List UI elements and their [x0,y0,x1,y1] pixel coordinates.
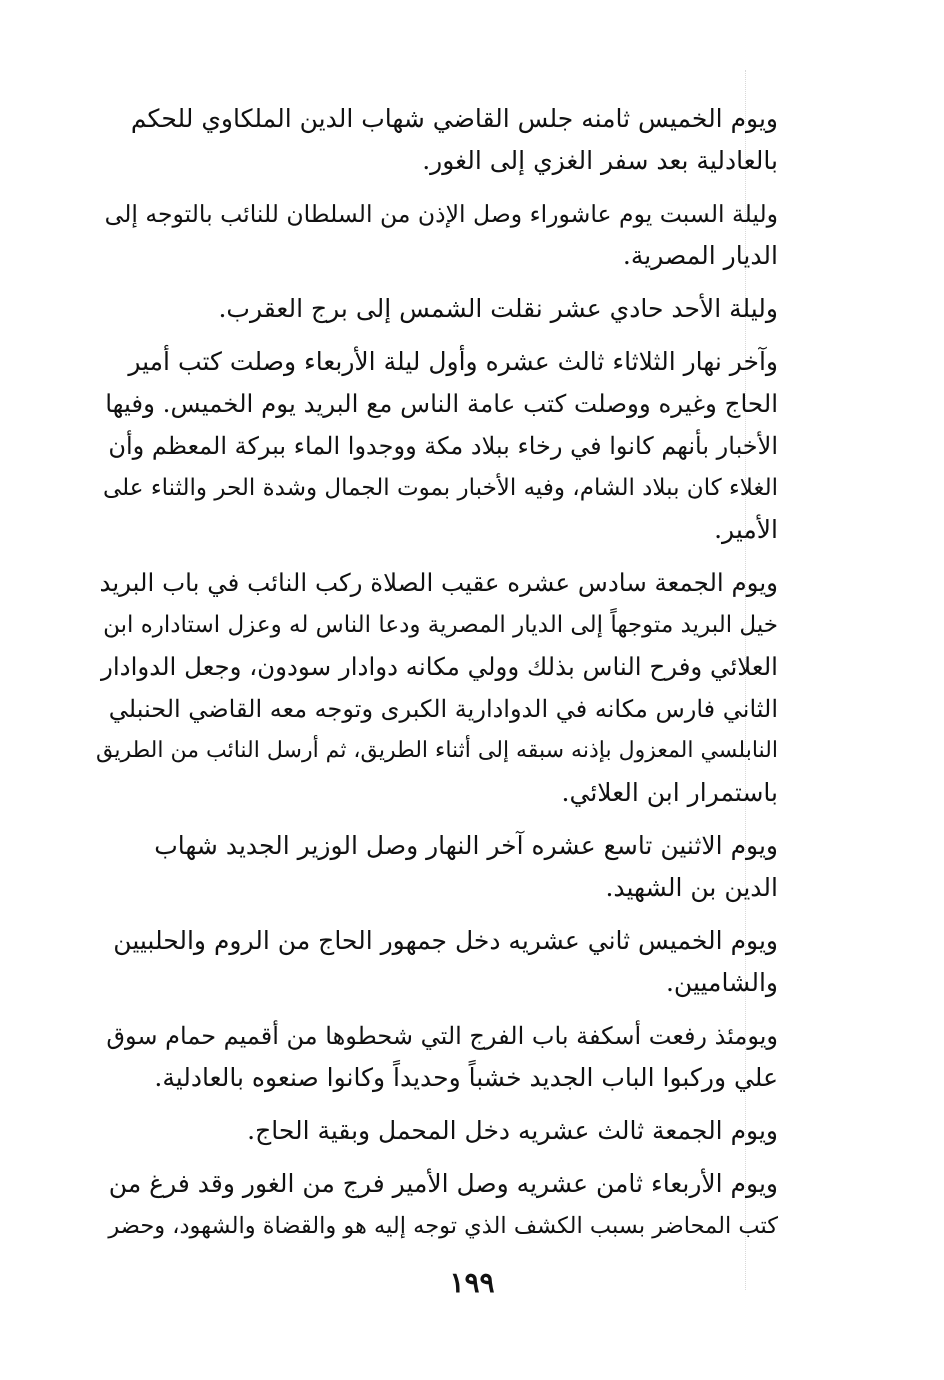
paragraph [96,288,840,330]
paragraph [96,920,840,1004]
text-line: ويوم الجمعة سادس عشره عقيب الصلاة ركب النائب في باب البريد [99,568,778,597]
paragraph [96,1163,840,1247]
text-line: الدين بن الشهيد. [605,873,778,902]
paragraph [96,193,840,277]
text-line: العلائي وفرح الناس بذلك وولي مكانه دوادار سودون، وجعل الدوادار [101,652,778,681]
text-line: ويوم الجمعة ثالث عشريه دخل المحمل وبقية الحاج. [247,1116,778,1145]
text-line: كتب المحاضر بسبب الكشف الذي توجه إليه هو والقضاة والشهود، وحضر [108,1213,778,1239]
text-line: وليلة السبت يوم عاشوراء وصل الإذن من السلطان للنائب بالتوجه إلى [104,200,778,228]
paragraph [96,825,840,909]
text-line: ويوم الخميس ثاني عشريه دخل جمهور الحاج من الروم والحلبيين [113,926,778,955]
text-line: خيل البريد متوجهاً إلى الديار المصرية ودعا الناس له وعزل استاداره ابن [103,612,778,638]
text-line: ويوم الأربعاء ثامن عشريه وصل الأمير فرج من الغور وقد فرغ من [108,1169,778,1198]
text-line: ويوم الخميس ثامنه جلس القاضي شهاب الدين الملكاوي للحكم [130,104,778,133]
text-line: بالعادلية بعد سفر الغزي إلى الغور. [422,146,778,175]
text-line: ويومئذ رفعت أسكفة باب الفرج التي شحطوها من أقميم حمام سوق [106,1022,778,1050]
paragraph [96,98,840,182]
page-number: ١٩٩ [449,1266,495,1299]
text-line: النابلسي المعزول بإذنه سبقه إلى أثناء الطريق، ثم أرسل النائب من الطريق [95,738,778,763]
text-line: وآخر نهار الثلاثاء ثالث عشره وأول ليلة الأربعاء وصلت كتب أمير [128,347,778,376]
paragraph [96,1110,840,1152]
text-line: والشاميين. [665,968,778,997]
paragraph [96,562,840,814]
text-line: باستمرار ابن العلائي. [561,778,778,807]
text-line: الغلاء كان ببلاد الشام، وفيه الأخبار بموت الجمال وشدة الحر والثناء على [103,475,778,501]
text-line: ويوم الاثنين تاسع عشره آخر النهار وصل الوزير الجديد شهاب [154,831,778,860]
text-line: الأخبار بأنهم كانوا في رخاء ببلاد مكة ووجدوا الماء ببركة المعظم وأن [108,432,778,460]
text-line: الثاني فارس مكانه في الدوادارية الكبرى وتوجه معه القاضي الحنبلي [108,695,778,723]
text-line: الحاج وغيره ووصلت كتب عامة الناس مع البريد يوم الخميس. وفيها [105,389,778,418]
text-line: وليلة الأحد حادي عشر نقلت الشمس إلى برج العقرب. [218,294,778,323]
body-text [96,98,840,1258]
paragraph [96,341,840,551]
text-line: الأمير. [714,515,778,544]
text-line: الديار المصرية. [622,241,778,270]
paragraph [96,1015,840,1099]
text-line: علي وركبوا الباب الجديد خشباً وحديداً وكانوا صنعوه بالعادلية. [154,1063,778,1092]
